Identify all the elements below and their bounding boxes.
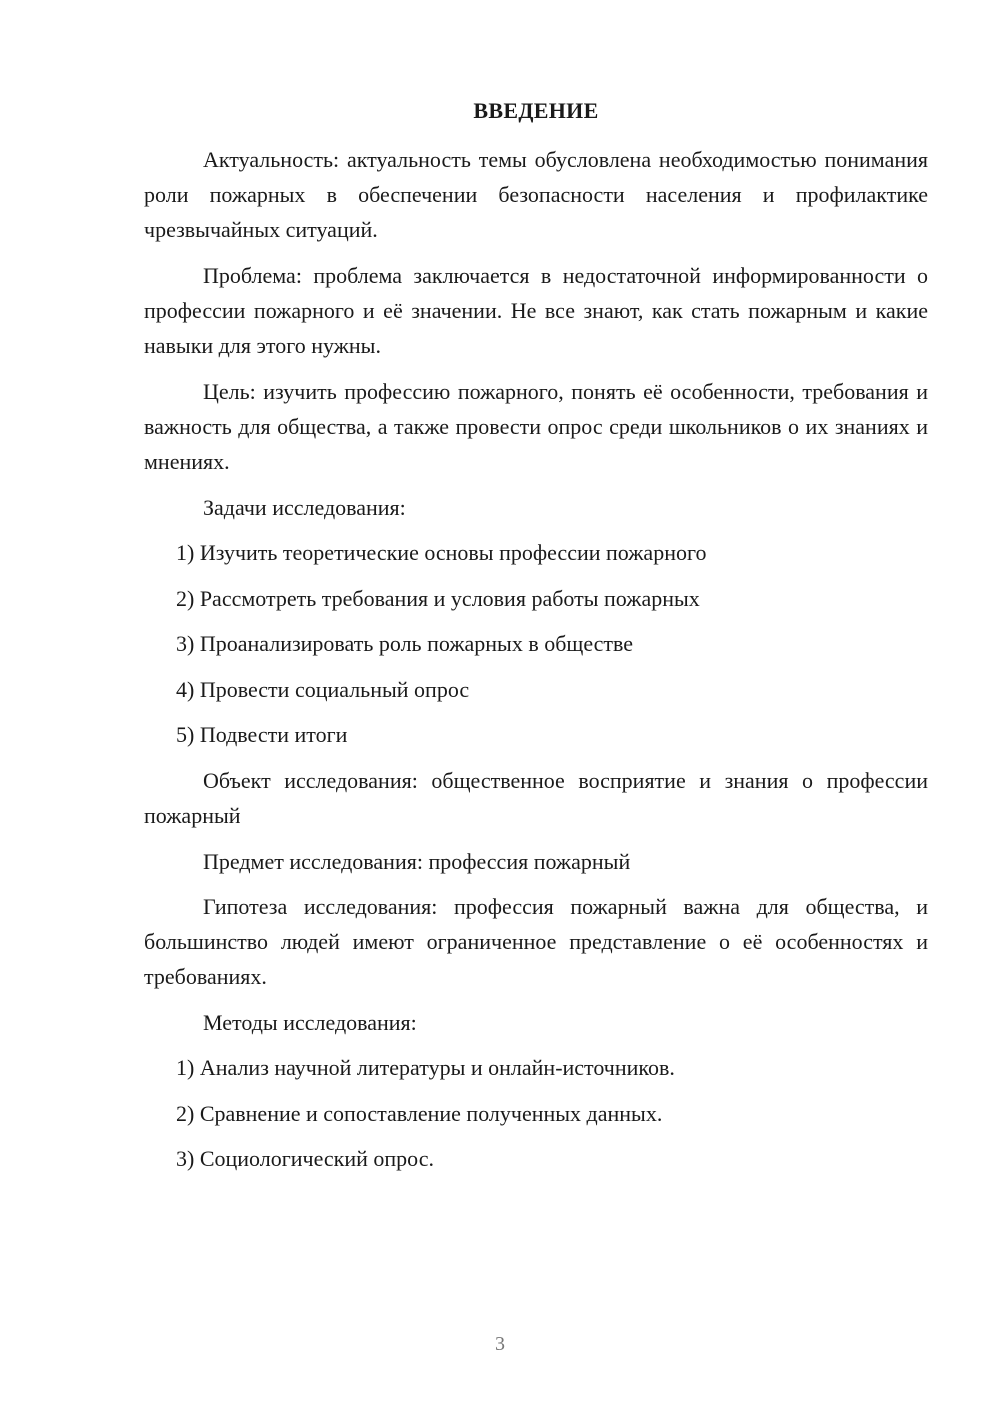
list-item: 5) Подвести итоги [176, 722, 348, 747]
tasks-heading: Задачи исследования: [203, 495, 406, 520]
page-title: ВВЕДЕНИЕ [473, 98, 599, 123]
relevance-paragraph: Актуальность: актуальность темы обусловлена необходимостью понимания роли пожарных в обеспечении безопасности населения и профилактике чрезвычайных ситуаций. [144, 147, 928, 242]
page-number: 3 [495, 1333, 505, 1355]
problem-paragraph: Проблема: проблема заключается в недостаточной информированности о профессии пожарного и её значении. Не все знают, как стать пожарным и какие навыки для этого нужны. [144, 263, 928, 358]
list-item: 1) Анализ научной литературы и онлайн-источников. [176, 1055, 675, 1080]
list-item: 1) Изучить теоретические основы профессии пожарного [176, 540, 707, 565]
list-item: 2) Рассмотреть требования и условия работы пожарных [176, 586, 700, 611]
list-item: 3) Социологический опрос. [176, 1146, 434, 1171]
goal-paragraph: Цель: изучить профессию пожарного, понять её особенности, требования и важность для общества, а также провести опрос среди школьников о их знаниях и мнениях. [144, 379, 928, 474]
methods-heading: Методы исследования: [203, 1010, 417, 1035]
object-paragraph: Объект исследования: общественное восприятие и знания о профессии пожарный [144, 768, 928, 828]
hypothesis-paragraph: Гипотеза исследования: профессия пожарный важна для общества, и большинство людей имеют ограниченное представление о её особенностях и требованиях. [144, 894, 928, 989]
subject-paragraph: Предмет исследования: профессия пожарный [203, 849, 631, 874]
list-item: 2) Сравнение и сопоставление полученных данных. [176, 1101, 663, 1126]
list-item: 3) Проанализировать роль пожарных в обществе [176, 631, 634, 656]
list-item: 4) Провести социальный опрос [176, 677, 470, 702]
